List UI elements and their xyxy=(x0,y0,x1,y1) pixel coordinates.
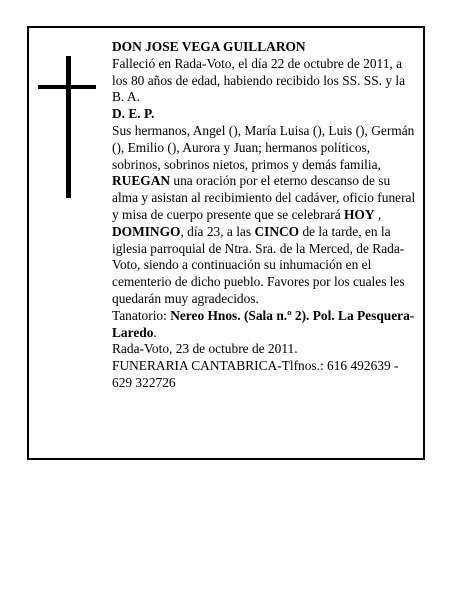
tanatorio-end: . xyxy=(153,324,157,340)
tanatorio-line xyxy=(112,308,418,342)
cinco-label: CINCO xyxy=(254,223,300,239)
dep-label: D. E. P. xyxy=(112,106,155,122)
comma-text: , xyxy=(374,206,382,222)
tanatorio-value: Nereo Hnos. (Sala n.º 2). Pol. La Pesquera-Laredo xyxy=(112,307,415,340)
obituary-text xyxy=(112,39,418,392)
family-list: Sus hermanos, Angel (), María Luisa (), Luis (), Germán (), Emilio (), Aurora y Juan; hermanos políticos, sobrinos, sobrinos nietos, primos y demás familia, xyxy=(112,122,415,172)
hoy-label: HOY xyxy=(344,206,375,222)
ruegan-label: RUEGAN xyxy=(112,173,171,189)
cross-icon xyxy=(66,56,71,198)
request-paragraph xyxy=(112,173,418,307)
day-text: , día 23, a las xyxy=(180,223,255,239)
place-date: Rada-Voto, 23 de octubre de 2011. xyxy=(112,341,298,357)
tanatorio-label: Tanatorio: xyxy=(112,307,171,323)
request-text: una oración por el eterno descanso de su alma y asistan al recibimiento del cadáver, oficio funeral y misa de cuerpo presente que se celebrará xyxy=(112,173,416,222)
funeraria-contact: FUNERARIA CANTABRICA-Tlfnos.: 616 492639 - 629 322726 xyxy=(112,358,399,390)
cross-icon-bar xyxy=(38,85,96,89)
death-notice: Falleció en Rada-Voto, el día 22 de octubre de 2011, a los 80 años de edad, habiendo recibido los SS. SS. y la B. A. xyxy=(112,55,406,105)
ceremony-text: de la tarde, en la iglesia parroquial de Ntra. Sra. de la Merced, de Rada-Voto, siendo a continuación su inhumación en el cementerio de dicho pueblo. Favores por los cuales les quedarán muy agradecidos. xyxy=(112,223,405,306)
domingo-label: DOMINGO xyxy=(112,223,181,239)
deceased-name: DON JOSE VEGA GUILLARON xyxy=(112,39,306,54)
